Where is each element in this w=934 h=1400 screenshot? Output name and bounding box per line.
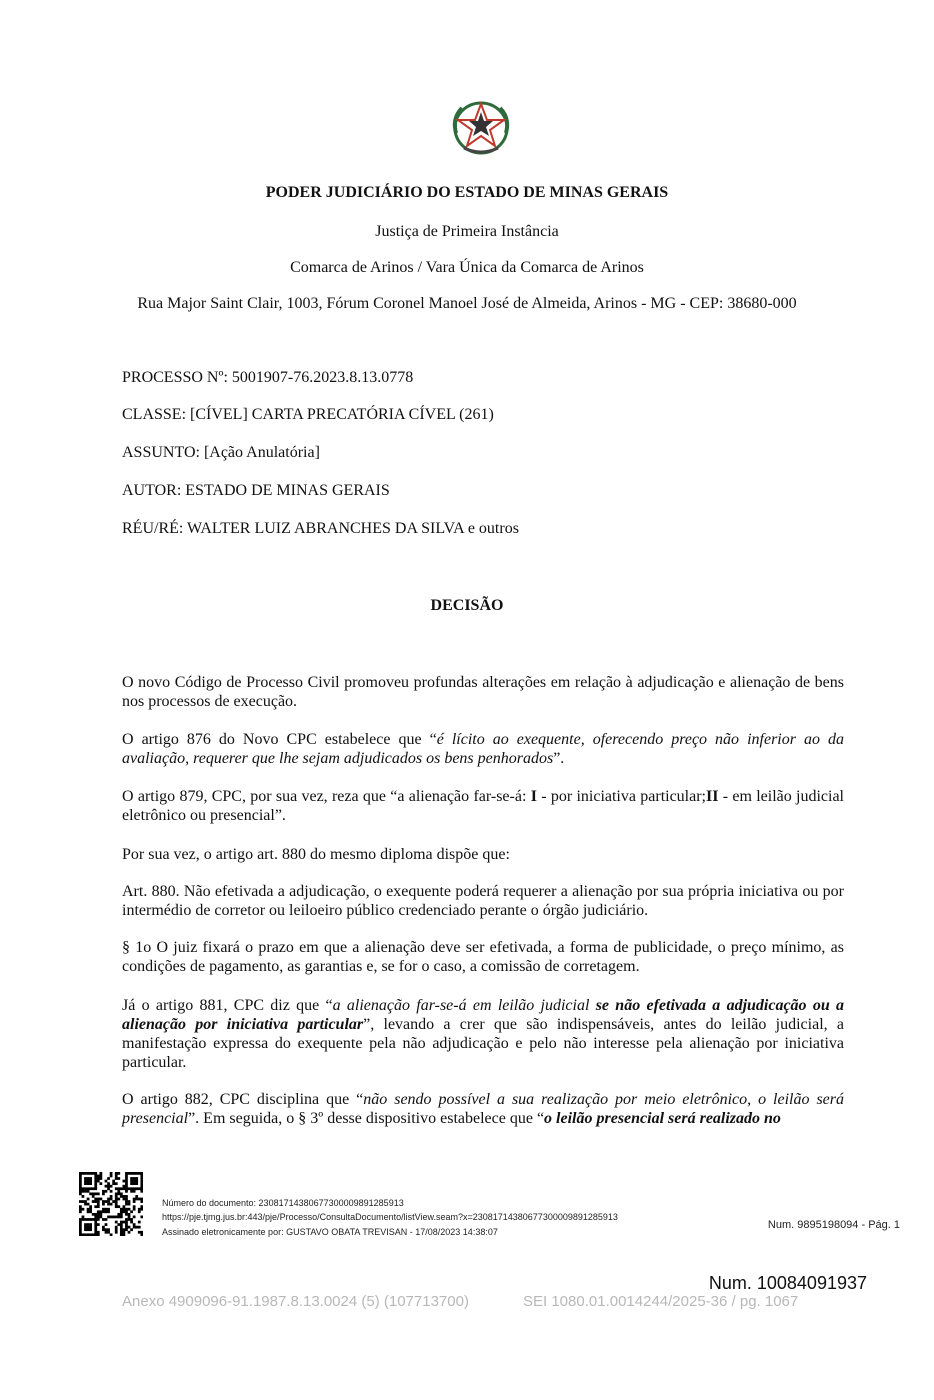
reu-field: RÉU/RÉ: WALTER LUIZ ABRANCHES DA SILVA e outros [122, 520, 519, 537]
paragraph-8 [122, 1090, 844, 1128]
page-reference: Num. 9895198094 - Pág. 1 [767, 1219, 900, 1231]
paragraph-3 [122, 787, 844, 825]
big-document-number: Num. 10084091937 [708, 1273, 867, 1293]
comarca-line: Comarca de Arinos / Vara Única da Comarca de Arinos [290, 259, 644, 276]
p7-quote: a alienação far-se-á em leilão judicial [332, 997, 590, 1014]
paragraph-1: O novo Código de Processo Civil promoveu profundas alterações em relação à adjudicação e alienação de bens nos processos de execução. [122, 674, 844, 710]
document-number: Número do documento: 23081714380677300009891285913 [162, 1198, 404, 1208]
classe-field: CLASSE: [CÍVEL] CARTA PRECATÓRIA CÍVEL (261) [122, 406, 494, 423]
p8-emphasis: o leilão presencial será realizado no [544, 1110, 781, 1127]
signature-line: Assinado eletronicamente por: GUSTAVO OBATA TREVISAN - 17/08/2023 14:38:07 [162, 1227, 498, 1237]
p2-end: ”. [553, 750, 565, 767]
p7-text: Já o artigo 881, CPC diz que “ [122, 997, 333, 1014]
paragraph-4: Por sua vez, o artigo art. 880 do mesmo diploma dispõe que: [122, 846, 510, 863]
sei-watermark: SEI 1080.01.0014244/2025-36 / pg. 1067 [523, 1293, 799, 1310]
p8-mid: ”. Em seguida, o § 3º desse dispositivo estabelece que “ [188, 1110, 545, 1127]
decision-title: DECISÃO [430, 597, 504, 614]
paragraph-6: § 1o O juiz fixará o prazo em que a alienação deve ser efetivada, a forma de publicidade, o preço mínimo, as condições de pagamento, as garantias e, se for o caso, a comissão de corretagem. [122, 939, 844, 975]
autor-field: AUTOR: ESTADO DE MINAS GERAIS [122, 482, 390, 499]
p2-text: O artigo 876 do Novo CPC estabelece que “ [122, 731, 437, 748]
processo-field: PROCESSO Nº: 5001907-76.2023.8.13.0778 [122, 369, 414, 386]
paragraph-2 [122, 730, 844, 768]
address-line: Rua Major Saint Clair, 1003, Fórum Coronel Manoel José de Almeida, Arinos - MG - CEP: 38680-000 [137, 295, 797, 312]
p3-roman-2: II [706, 788, 719, 805]
court-title: PODER JUDICIÁRIO DO ESTADO DE MINAS GERAIS [265, 184, 669, 201]
instance-line: Justiça de Primeira Instância [375, 223, 559, 240]
paragraph-7 [122, 996, 844, 1072]
p2-quote: é lícito ao exequente, oferecendo preço não inferior ao da avaliação, requerer que lhe sejam adjudicados os bens penhorados [122, 731, 844, 767]
p8-text: O artigo 882, CPC disciplina que “ [122, 1091, 364, 1108]
assunto-field: ASSUNTO: [Ação Anulatória] [122, 444, 320, 461]
p3-text: O artigo 879, CPC, por sua vez, reza que “a alienação far-se-á: [122, 788, 531, 805]
p3-roman-1: I [530, 788, 537, 805]
coat-of-arms-icon [446, 98, 516, 158]
p3-item-1: - por iniciativa particular; [536, 788, 707, 805]
annex-watermark: Anexo 4909096-91.1987.8.13.0024 (5) (107713700) [122, 1293, 469, 1310]
p7-emphasis: se não efetivada a adjudicação ou a alienação por iniciativa particular [122, 997, 845, 1033]
paragraph-5: Art. 880. Não efetivada a adjudicação, o exequente poderá requerer a alienação por sua própria iniciativa ou por intermédio de corretor ou leiloeiro público credenciado perante o órgão judiciário. [122, 883, 844, 919]
p7-rest: ”, levando a crer que são indispensáveis, antes do leilão judicial, a manifestação expressa do exequente pela não adjudicação e pelo não interesse pela alienação por iniciativa particular. [122, 1016, 844, 1071]
p8-quote: não sendo possível a sua realização por meio eletrônico, o leilão será presencial [122, 1091, 845, 1127]
qr-code-icon [79, 1172, 143, 1236]
p3-item-2: - em leilão judicial eletrônico ou presencial”. [122, 788, 845, 824]
document-url[interactable]: https://pje.tjmg.jus.br:443/pje/Processo/ConsultaDocumento/listView.seam?x=23081714380677300009891285913 [162, 1212, 618, 1222]
